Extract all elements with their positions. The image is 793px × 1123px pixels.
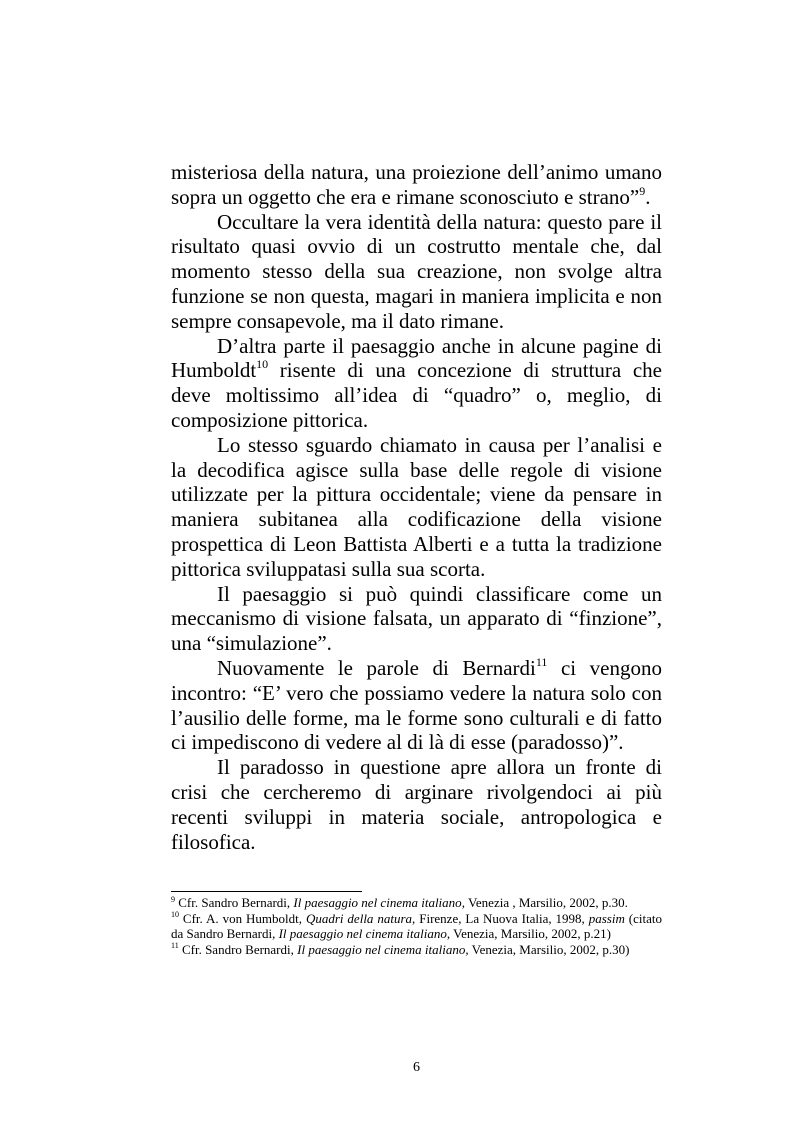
italic-title: Quadri della natura — [305, 910, 413, 926]
footnote-ref: 10 — [256, 357, 269, 372]
text-run: D’altra parte il paesaggio anche in alcune pagine di Humboldt — [171, 333, 662, 383]
footnote-ref: 10 — [171, 910, 179, 920]
italic-title: passim — [588, 910, 625, 926]
text-run: Occultare la vera identità della natura: questo pare il risultato quasi ovvio di un costrutto mentale che, dal momento stesso della sua creazione, non svolge altra funzione se non questa, magari in maniera implicita e non sempre consapevole, ma il dato rimane. — [171, 209, 662, 333]
paragraph — [171, 656, 662, 755]
text-run: , Venezia , Marsilio, 2002, p.30. — [461, 895, 628, 910]
text-run: Cfr. Sandro Bernardi, — [178, 941, 298, 957]
text-run: , Firenze, La Nuova Italia, 1998, — [412, 910, 589, 926]
footnotes — [171, 895, 662, 957]
paragraph — [171, 433, 662, 582]
paragraph — [171, 160, 662, 210]
footnote — [171, 895, 662, 911]
footnote — [171, 942, 662, 958]
text-run: risente di una concezione di struttura che deve moltissimo all’idea di “quadro” o, meglio, di composizione pittorica. — [171, 358, 662, 432]
italic-title: Il paesaggio nel cinema italiano — [278, 926, 447, 942]
text-run: Nuovamente le parole di Bernardi — [217, 655, 536, 680]
text-run: ci vengono incontro: “E’ vero che possiamo vedere la natura solo con l’ausilio delle forme, ma le forme sono culturali e di fatto ci impediscono di vedere al di là di esse (paradosso)”. — [171, 655, 662, 755]
text-run: Il paradosso in questione apre allora un fronte di crisi che cercheremo di arginare rivolgendoci ai più recenti sviluppi in materia sociale, antropologica e filosofica. — [171, 755, 662, 854]
footnote-ref: 11 — [171, 941, 179, 951]
footnote-ref: 11 — [535, 654, 548, 669]
text-run: misteriosa della natura, una proiezione dell’animo umano sopra un oggetto che era e rimane sconosciuto e strano” — [171, 160, 662, 209]
page-number: 6 — [413, 1060, 420, 1075]
paragraph — [171, 334, 662, 433]
text-run: . — [645, 184, 651, 209]
italic-title: Il paesaggio nel cinema italiano — [297, 941, 466, 957]
text-run: Cfr. A. von Humboldt, — [179, 910, 306, 926]
text-run: , Venezia, Marsilio, 2002, p.21) — [446, 926, 611, 942]
text-run: Lo stesso sguardo chiamato in causa per l’analisi e la decodifica agisce sulla base delle regole di visione utilizzate per la pittura occidentale; viene da pensare in maniera subitanea alla codificazione della visione prospettica di Leon Battista Alberti e a tutta la tradizione pittorica sviluppatasi sulla sua scorta. — [171, 432, 662, 581]
footnote-ref: 9 — [171, 894, 175, 904]
footnote — [171, 911, 662, 942]
text-run: Il paesaggio si può quindi classificare come un meccanismo di visione falsata, un apparato di “finzione”, una “simulazione”. — [171, 581, 662, 656]
italic-title: Il paesaggio nel cinema italiano — [293, 895, 462, 910]
text-run: Cfr. Sandro Bernardi, — [175, 895, 294, 910]
footnote-ref: 9 — [639, 183, 646, 198]
text-run: , Venezia, Marsilio, 2002, p.30) — [465, 941, 630, 957]
footnote-separator — [171, 891, 362, 892]
text-run: (citato da Sandro Bernardi, — [171, 910, 662, 942]
body-text — [171, 160, 662, 854]
paragraph — [171, 755, 662, 854]
paragraph — [171, 210, 662, 334]
paragraph — [171, 582, 662, 656]
